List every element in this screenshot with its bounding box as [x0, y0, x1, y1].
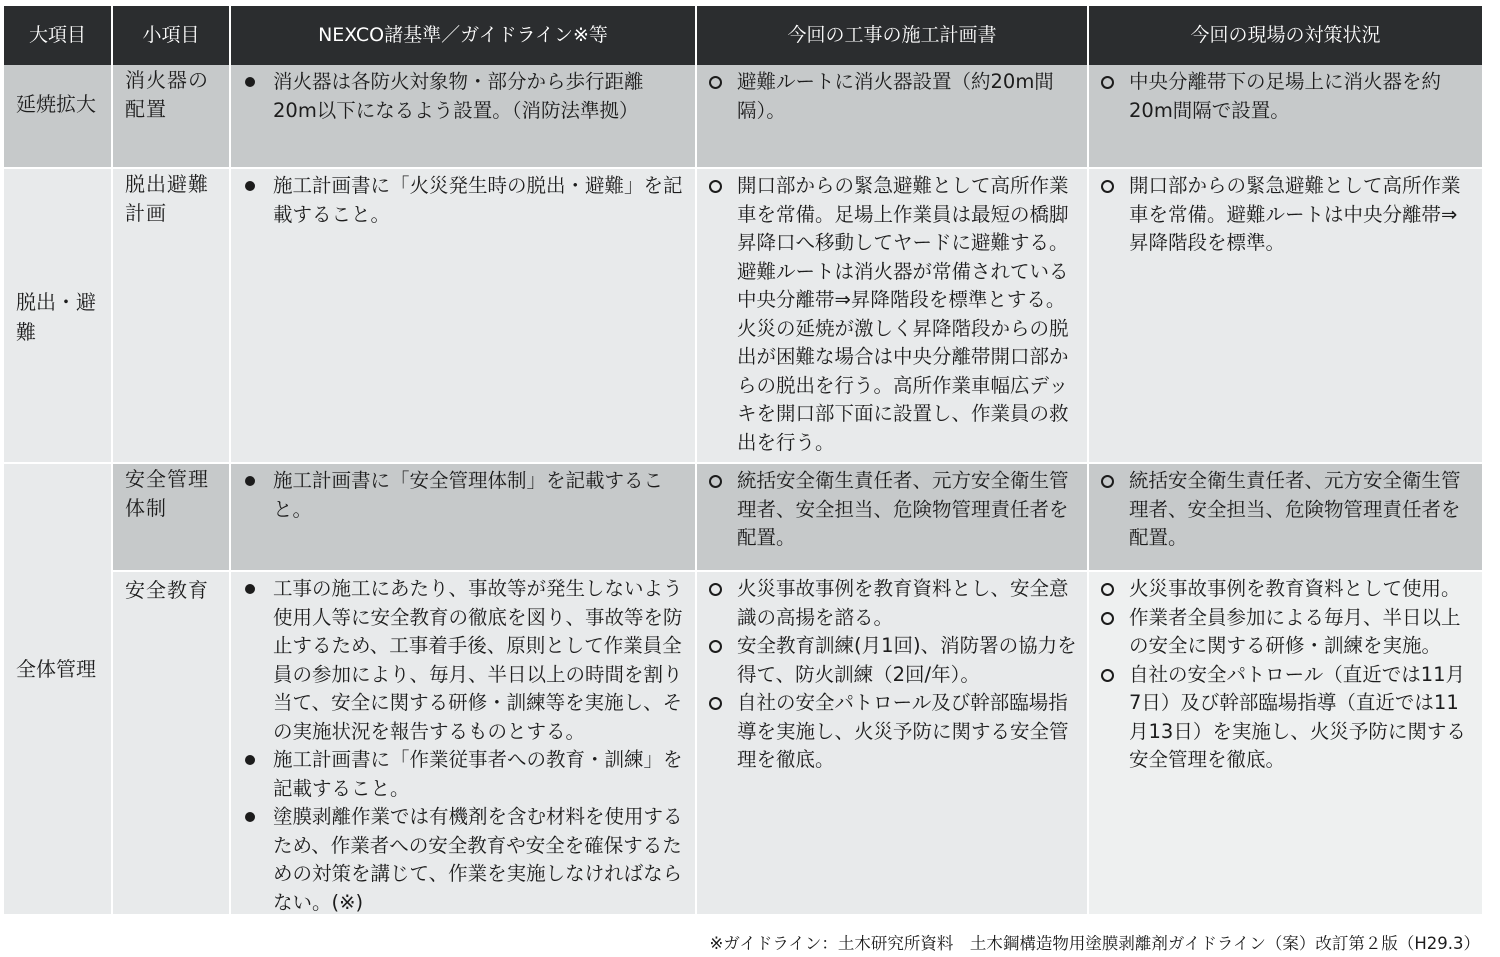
header-minor: 小項目 — [113, 6, 231, 65]
plan-item: 統括安全衛生責任者、元方安全衛生管理者、安全担当、危険物管理責任者を配置。 — [707, 467, 1079, 553]
plan-item: 避難ルートに消火器設置（約20m間隔）。 — [707, 68, 1079, 125]
plan-item: 開口部からの緊急避難として高所作業車を常備。足場上作業員は最短の橋脚昇降口へ移動してヤードに避難する。避難ルートは消火器が常備されている中央分離帯⇒昇降階段を標準とする。火災の延焼が激しく昇降階段からの脱出が困難な場合は中央分離帯開口部からの脱出を行う。高所作業車幅広デッキを開口部下面に設置し、作業員の救出を行う。 — [707, 172, 1079, 457]
site-item: 中央分離帯下の足場上に消火器を約20m間隔で設置。 — [1099, 68, 1474, 125]
cell-guideline-safety-system — [231, 462, 697, 570]
guideline-item: 工事の施工にあたり、事故等が発生しないよう使用人等に安全教育の徹底を図り、事故等を防止するため、工事着手後、原則として作業員全員の参加により、毎月、半日以上の時間を割り当て、安全に関する研修・訓練等を実施し、その実施状況を報告するものとする。 — [241, 575, 687, 746]
guideline-item: 塗膜剥離作業では有機剤を含む材料を使用するため、作業者への安全教育や安全を確保するための対策を講じて、作業を実施しなければならない。(※) — [241, 803, 687, 914]
site-item: 自社の安全パトロール（直近では11月7日）及び幹部臨場指導（直近では11月13日）を実施し、火災予防に関する安全管理を徹底。 — [1099, 661, 1474, 775]
header-guideline: NEXCO諸基準／ガイドライン※等 — [231, 6, 697, 65]
row-major-fire-spread: 延焼拡大 — [4, 65, 113, 167]
footnote: ※ガイドライン：土木研究所資料 土木鋼構造物用塗膜剥離剤ガイドライン（案）改訂第２版（H29.3） — [709, 934, 1480, 953]
site-item: 統括安全衛生責任者、元方安全衛生管理者、安全担当、危険物管理責任者を配置。 — [1099, 467, 1474, 553]
header-plan: 今回の工事の施工計画書 — [697, 6, 1089, 65]
guideline-item: 消火器は各防火対象物・部分から歩行距離20m以下になるよう設置。（消防法準拠） — [241, 68, 687, 125]
site-item: 火災事故事例を教育資料として使用。 — [1099, 575, 1474, 604]
plan-item: 自社の安全パトロール及び幹部臨場指導を実施し、火災予防に関する安全管理を徹底。 — [707, 689, 1079, 775]
row-minor-evacuation-plan: 脱出避難計画 — [113, 167, 231, 462]
row-minor-extinguisher: 消火器の配置 — [113, 65, 231, 167]
header-major: 大項目 — [4, 6, 113, 65]
cell-guideline-safety-education — [231, 570, 697, 914]
plan-item: 火災事故事例を教育資料とし、安全意識の高揚を諮る。 — [707, 575, 1079, 632]
row-minor-safety-education: 安全教育 — [113, 570, 231, 914]
cell-plan-safety-education — [697, 570, 1089, 914]
guideline-item: 施工計画書に「作業従事者への教育・訓練」を記載すること。 — [241, 746, 687, 803]
site-item: 作業者全員参加による毎月、半日以上の安全に関する研修・訓練を実施。 — [1099, 604, 1474, 661]
cell-plan-safety-system — [697, 462, 1089, 570]
plan-item: 安全教育訓練(月1回)、消防署の協力を得て、防火訓練（2回/年）。 — [707, 632, 1079, 689]
cell-site-safety-system — [1089, 462, 1482, 570]
row-major-overall-management: 全体管理 — [4, 462, 113, 914]
guideline-item: 施工計画書に「火災発生時の脱出・避難」を記載すること。 — [241, 172, 687, 229]
cell-plan-evacuation — [697, 167, 1089, 462]
cell-guideline-evacuation — [231, 167, 697, 462]
cell-site-evacuation — [1089, 167, 1482, 462]
cell-site-extinguisher — [1089, 65, 1482, 167]
cell-guideline-extinguisher — [231, 65, 697, 167]
header-site: 今回の現場の対策状況 — [1089, 6, 1482, 65]
guideline-item: 施工計画書に「安全管理体制」を記載すること。 — [241, 467, 687, 524]
measures-table — [4, 6, 1482, 914]
cell-plan-extinguisher — [697, 65, 1089, 167]
row-minor-safety-system: 安全管理体制 — [113, 462, 231, 570]
row-major-evacuation: 脱出・避難 — [4, 167, 113, 462]
cell-site-safety-education — [1089, 570, 1482, 914]
site-item: 開口部からの緊急避難として高所作業車を常備。避難ルートは中央分離帯⇒昇降階段を標準。 — [1099, 172, 1474, 258]
